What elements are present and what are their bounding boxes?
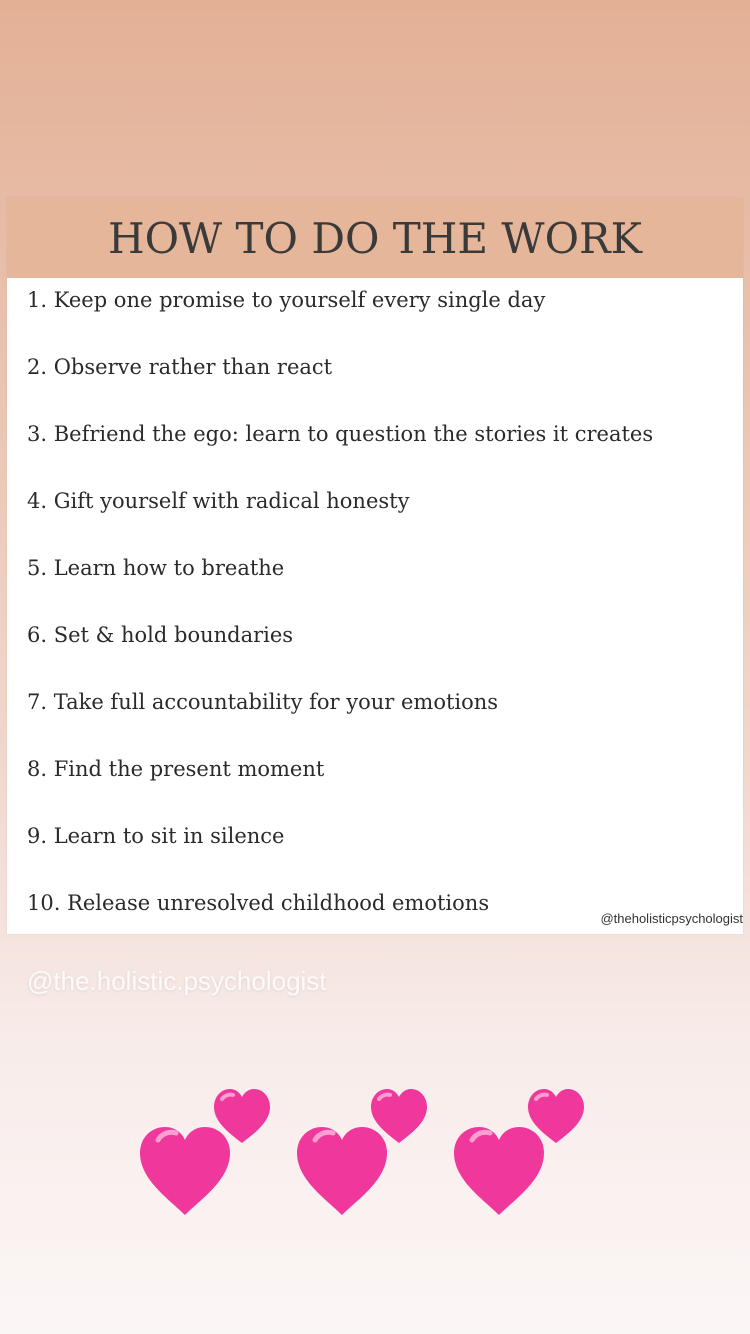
mention-sticker[interactable]: @the.holistic.psychologist — [27, 966, 327, 996]
card-title: HOW TO DO THE WORK — [107, 213, 643, 263]
list-item: 1. Keep one promise to yourself every single day — [27, 288, 546, 312]
two-hearts-icon — [454, 1085, 594, 1225]
list-item: 2. Observe rather than react — [27, 355, 333, 379]
list-item: 10. Release unresolved childhood emotions — [27, 891, 490, 915]
list-item: 3. Befriend the ego: learn to question the stories it creates — [27, 422, 654, 446]
quote-card — [7, 198, 743, 934]
two-hearts-icon — [297, 1085, 437, 1225]
hearts-sticker-row — [140, 1085, 610, 1225]
list-item: 9. Learn to sit in silence — [27, 824, 285, 848]
card-header — [7, 198, 743, 278]
list-item: 4. Gift yourself with radical honesty — [27, 489, 410, 513]
list-item: 5. Learn how to breathe — [27, 556, 285, 580]
list-item: 6. Set & hold boundaries — [27, 623, 294, 647]
card-watermark: @theholisticpsychologist — [600, 911, 743, 926]
list-item: 7. Take full accountability for your emotions — [27, 690, 499, 714]
steps-list — [27, 278, 737, 948]
two-hearts-icon — [140, 1085, 280, 1225]
list-item: 8. Find the present moment — [27, 757, 325, 781]
